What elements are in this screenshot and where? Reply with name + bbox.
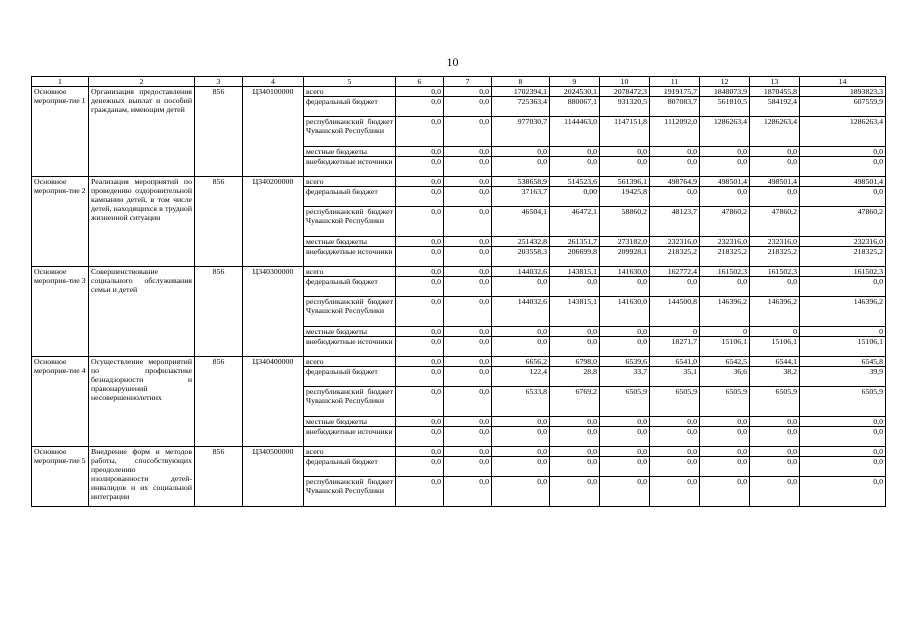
value-cell: 0 xyxy=(750,327,800,337)
value-cell: 143815,1 xyxy=(550,267,600,277)
value-cell: 0,0 xyxy=(444,247,492,267)
value-cell: 0,0 xyxy=(396,97,444,117)
ministry-code: 856 xyxy=(195,177,243,267)
value-cell: 1286263,4 xyxy=(750,117,800,147)
value-cell: 0,0 xyxy=(600,477,650,507)
value-cell: 0,0 xyxy=(396,147,444,157)
value-cell: 0,0 xyxy=(396,277,444,297)
value-cell: 0,0 xyxy=(550,457,600,477)
value-cell: 807083,7 xyxy=(650,97,700,117)
activity-description: Совершенствование социального обслуживания семьи и детей xyxy=(89,267,195,357)
value-cell: 6769,2 xyxy=(550,387,600,417)
value-cell: 6544,1 xyxy=(750,357,800,367)
column-header: 12 xyxy=(700,77,750,87)
value-cell: 0,0 xyxy=(444,87,492,97)
value-cell: 0,0 xyxy=(550,337,600,357)
value-cell: 273182,0 xyxy=(600,237,650,247)
value-cell: 0,0 xyxy=(492,457,550,477)
value-cell: 498764,9 xyxy=(650,177,700,187)
value-cell: 0,0 xyxy=(600,327,650,337)
budget-code: Ц340400000 xyxy=(243,357,304,447)
ministry-code: 856 xyxy=(195,87,243,177)
value-cell: 0,0 xyxy=(750,447,800,457)
value-cell: 37163,7 xyxy=(492,187,550,207)
value-cell: 584192,4 xyxy=(750,97,800,117)
table-row xyxy=(32,177,886,187)
value-cell: 514523,6 xyxy=(550,177,600,187)
funding-source: всего xyxy=(304,447,396,457)
value-cell: 0,0 xyxy=(600,417,650,427)
funding-source: местные бюджеты xyxy=(304,147,396,157)
value-cell: 0,0 xyxy=(396,237,444,247)
value-cell: 0 xyxy=(700,327,750,337)
activity-name: Основное мероприя-тие 4 xyxy=(32,357,89,447)
value-cell: 144032,6 xyxy=(492,267,550,277)
activity-name: Основное мероприя-тие 5 xyxy=(32,447,89,507)
value-cell: 0,0 xyxy=(700,427,750,447)
table-body xyxy=(32,77,886,507)
value-cell: 141630,0 xyxy=(600,267,650,277)
value-cell: 0,0 xyxy=(800,417,886,427)
value-cell: 209928,1 xyxy=(600,247,650,267)
value-cell: 218325,2 xyxy=(800,247,886,267)
activity-description: Организация предоставления денежных выплат и пособий гражданам, имеющим детей xyxy=(89,87,195,177)
funding-source: республиканский бюджет Чувашской Республики xyxy=(304,387,396,417)
value-cell: 218325,2 xyxy=(650,247,700,267)
value-cell: 0,0 xyxy=(396,117,444,147)
value-cell: 0,0 xyxy=(396,447,444,457)
value-cell: 0,0 xyxy=(444,117,492,147)
value-cell: 0,0 xyxy=(396,417,444,427)
value-cell: 0,0 xyxy=(444,237,492,247)
value-cell: 146396,2 xyxy=(700,297,750,327)
value-cell: 46504,1 xyxy=(492,207,550,237)
value-cell: 0,0 xyxy=(550,477,600,507)
value-cell: 0,0 xyxy=(650,427,700,447)
column-header: 3 xyxy=(195,77,243,87)
value-cell: 498501,4 xyxy=(750,177,800,187)
ministry-code: 856 xyxy=(195,357,243,447)
value-cell: 6533,8 xyxy=(492,387,550,417)
value-cell: 607559,9 xyxy=(800,97,886,117)
value-cell: 0,0 xyxy=(550,327,600,337)
value-cell: 218325,2 xyxy=(750,247,800,267)
value-cell: 561810,5 xyxy=(700,97,750,117)
value-cell: 0,0 xyxy=(396,187,444,207)
funding-source: всего xyxy=(304,87,396,97)
value-cell: 0,0 xyxy=(750,477,800,507)
column-header: 11 xyxy=(650,77,700,87)
value-cell: 0,0 xyxy=(396,457,444,477)
value-cell: 0,0 xyxy=(396,207,444,237)
value-cell: 15106,1 xyxy=(800,337,886,357)
column-header: 7 xyxy=(444,77,492,87)
value-cell: 0,0 xyxy=(700,147,750,157)
funding-source: федеральный бюджет xyxy=(304,187,396,207)
value-cell: 0,0 xyxy=(750,157,800,177)
value-cell: 725363,4 xyxy=(492,97,550,117)
value-cell: 141630,0 xyxy=(600,297,650,327)
activity-description: Реализация мероприятий по проведению оздоровительной кампании детей, в том числе детей, находящихся в трудной жизненной ситуации xyxy=(89,177,195,267)
value-cell: 206699,8 xyxy=(550,247,600,267)
funding-source: внебюджетные источники xyxy=(304,247,396,267)
value-cell: 0,0 xyxy=(492,157,550,177)
value-cell: 28,8 xyxy=(550,367,600,387)
value-cell: 0,0 xyxy=(700,277,750,297)
value-cell: 0,0 xyxy=(700,157,750,177)
value-cell: 2078472,3 xyxy=(600,87,650,97)
value-cell: 0,0 xyxy=(444,157,492,177)
value-cell: 0,0 xyxy=(750,187,800,207)
value-cell: 0,0 xyxy=(492,337,550,357)
funding-source: внебюджетные источники xyxy=(304,157,396,177)
budget-table xyxy=(31,76,886,507)
value-cell: 0,0 xyxy=(444,357,492,367)
value-cell: 6505,9 xyxy=(650,387,700,417)
value-cell: 0,0 xyxy=(444,427,492,447)
value-cell: 1286263,4 xyxy=(700,117,750,147)
value-cell: 143815,1 xyxy=(550,297,600,327)
column-header: 8 xyxy=(492,77,550,87)
value-cell: 0,0 xyxy=(444,267,492,277)
value-cell: 38,2 xyxy=(750,367,800,387)
value-cell: 0,0 xyxy=(444,327,492,337)
value-cell: 36,6 xyxy=(700,367,750,387)
column-header: 1 xyxy=(32,77,89,87)
funding-source: республиканский бюджет Чувашской Республики xyxy=(304,477,396,507)
value-cell: 0,0 xyxy=(444,97,492,117)
value-cell: 0,0 xyxy=(650,187,700,207)
value-cell: 33,7 xyxy=(600,367,650,387)
value-cell: 251432,8 xyxy=(492,237,550,247)
value-cell: 6798,0 xyxy=(550,357,600,367)
funding-source: республиканский бюджет Чувашской Республики xyxy=(304,117,396,147)
value-cell: 58860,2 xyxy=(600,207,650,237)
value-cell: 6505,9 xyxy=(750,387,800,417)
value-cell: 0,0 xyxy=(650,457,700,477)
value-cell: 0,0 xyxy=(800,477,886,507)
value-cell: 162772,4 xyxy=(650,267,700,277)
ministry-code: 856 xyxy=(195,447,243,507)
value-cell: 18271,7 xyxy=(650,337,700,357)
budget-code: Ц340200000 xyxy=(243,177,304,267)
value-cell: 0,0 xyxy=(444,297,492,327)
value-cell: 261351,7 xyxy=(550,237,600,247)
value-cell: 0,0 xyxy=(550,417,600,427)
funding-source: федеральный бюджет xyxy=(304,457,396,477)
value-cell: 47860,2 xyxy=(700,207,750,237)
value-cell: 0,0 xyxy=(492,277,550,297)
value-cell: 19425,8 xyxy=(600,187,650,207)
value-cell: 0,0 xyxy=(444,207,492,237)
value-cell: 0,0 xyxy=(396,357,444,367)
value-cell: 498501,4 xyxy=(700,177,750,187)
ministry-code: 856 xyxy=(195,267,243,357)
activity-name: Основное мероприя-тие 2 xyxy=(32,177,89,267)
value-cell: 46472,1 xyxy=(550,207,600,237)
value-cell: 0,0 xyxy=(600,457,650,477)
value-cell: 0,0 xyxy=(800,457,886,477)
value-cell: 0,0 xyxy=(800,427,886,447)
value-cell: 0,0 xyxy=(444,417,492,427)
value-cell: 0,0 xyxy=(550,277,600,297)
value-cell: 0,0 xyxy=(650,157,700,177)
value-cell: 0,0 xyxy=(700,457,750,477)
value-cell: 0,0 xyxy=(650,277,700,297)
funding-source: внебюджетные источники xyxy=(304,337,396,357)
funding-source: внебюджетные источники xyxy=(304,427,396,447)
value-cell: 1286263,4 xyxy=(800,117,886,147)
column-header: 14 xyxy=(800,77,886,87)
value-cell: 1702394,1 xyxy=(492,87,550,97)
value-cell: 0,0 xyxy=(550,447,600,457)
budget-code: Ц340300000 xyxy=(243,267,304,357)
budget-code: Ц340100000 xyxy=(243,87,304,177)
funding-source: местные бюджеты xyxy=(304,417,396,427)
value-cell: 0,0 xyxy=(396,297,444,327)
value-cell: 0,0 xyxy=(750,147,800,157)
budget-code: Ц340500000 xyxy=(243,447,304,507)
column-header: 6 xyxy=(396,77,444,87)
value-cell: 0,0 xyxy=(600,147,650,157)
value-cell: 880067,1 xyxy=(550,97,600,117)
value-cell: 1870455,8 xyxy=(750,87,800,97)
value-cell: 0,00 xyxy=(550,187,600,207)
value-cell: 0,0 xyxy=(444,457,492,477)
value-cell: 977030,7 xyxy=(492,117,550,147)
value-cell: 15106,1 xyxy=(750,337,800,357)
value-cell: 0,0 xyxy=(550,157,600,177)
value-cell: 6505,9 xyxy=(800,387,886,417)
value-cell: 161502,3 xyxy=(750,267,800,277)
table-row xyxy=(32,357,886,367)
value-cell: 232316,0 xyxy=(700,237,750,247)
value-cell: 232316,0 xyxy=(800,237,886,247)
value-cell: 538658,9 xyxy=(492,177,550,187)
value-cell: 0,0 xyxy=(444,447,492,457)
value-cell: 0,0 xyxy=(650,447,700,457)
value-cell: 0 xyxy=(800,327,886,337)
value-cell: 0,0 xyxy=(396,267,444,277)
value-cell: 0,0 xyxy=(492,327,550,337)
value-cell: 144500,8 xyxy=(650,297,700,327)
table-row xyxy=(32,87,886,97)
funding-source: республиканский бюджет Чувашской Республики xyxy=(304,297,396,327)
page-number: 10 xyxy=(446,55,459,69)
value-cell: 0,0 xyxy=(750,457,800,477)
value-cell: 0,0 xyxy=(396,247,444,267)
value-cell: 146396,2 xyxy=(750,297,800,327)
funding-source: федеральный бюджет xyxy=(304,367,396,387)
column-header: 9 xyxy=(550,77,600,87)
column-header: 10 xyxy=(600,77,650,87)
value-cell: 0,0 xyxy=(396,477,444,507)
value-cell: 6505,9 xyxy=(700,387,750,417)
value-cell: 0,0 xyxy=(492,427,550,447)
value-cell: 161502,3 xyxy=(700,267,750,277)
value-cell: 0,0 xyxy=(800,187,886,207)
value-cell: 0,0 xyxy=(700,447,750,457)
value-cell: 6542,5 xyxy=(700,357,750,367)
value-cell: 0,0 xyxy=(444,387,492,417)
value-cell: 498501,4 xyxy=(800,177,886,187)
value-cell: 0,0 xyxy=(444,187,492,207)
value-cell: 203558,3 xyxy=(492,247,550,267)
activity-name: Основное мероприя-тие 3 xyxy=(32,267,89,357)
activity-name: Основное мероприя-тие 1 xyxy=(32,87,89,177)
value-cell: 2024530,1 xyxy=(550,87,600,97)
value-cell: 0,0 xyxy=(396,367,444,387)
column-header: 4 xyxy=(243,77,304,87)
funding-source: федеральный бюджет xyxy=(304,277,396,297)
column-header: 2 xyxy=(89,77,195,87)
value-cell: 6541,0 xyxy=(650,357,700,367)
value-cell: 0,0 xyxy=(492,477,550,507)
value-cell: 0,0 xyxy=(600,447,650,457)
value-cell: 0,0 xyxy=(396,87,444,97)
value-cell: 0,0 xyxy=(600,337,650,357)
column-header: 13 xyxy=(750,77,800,87)
value-cell: 0,0 xyxy=(396,177,444,187)
funding-source: местные бюджеты xyxy=(304,327,396,337)
funding-source: всего xyxy=(304,357,396,367)
value-cell: 0,0 xyxy=(600,277,650,297)
value-cell: 0,0 xyxy=(396,327,444,337)
funding-source: республиканский бюджет Чувашской Республики xyxy=(304,207,396,237)
value-cell: 0,0 xyxy=(800,277,886,297)
value-cell: 0,0 xyxy=(444,337,492,357)
value-cell: 161502,3 xyxy=(800,267,886,277)
value-cell: 0,0 xyxy=(600,157,650,177)
value-cell: 0,0 xyxy=(800,157,886,177)
activity-description: Внедрение форм и методов работы, способствующих преодолению изолированности детей-инвалидов и их социальной интеграции xyxy=(89,447,195,507)
value-cell: 232316,0 xyxy=(750,237,800,247)
value-cell: 47860,2 xyxy=(750,207,800,237)
value-cell: 561396,1 xyxy=(600,177,650,187)
value-cell: 1893823,3 xyxy=(800,87,886,97)
value-cell: 0,0 xyxy=(444,367,492,387)
value-cell: 39,9 xyxy=(800,367,886,387)
value-cell: 144032,6 xyxy=(492,297,550,327)
value-cell: 0,0 xyxy=(396,427,444,447)
value-cell: 1848073,9 xyxy=(700,87,750,97)
value-cell: 0,0 xyxy=(800,147,886,157)
column-header: 5 xyxy=(304,77,396,87)
value-cell: 146396,2 xyxy=(800,297,886,327)
value-cell: 0,0 xyxy=(750,417,800,427)
value-cell: 0,0 xyxy=(396,157,444,177)
value-cell: 122,4 xyxy=(492,367,550,387)
value-cell: 218325,2 xyxy=(700,247,750,267)
value-cell: 1144463,0 xyxy=(550,117,600,147)
activity-description: Осуществление мероприятий по профилактике безнадзорности и правонарушений несовершеннолетних xyxy=(89,357,195,447)
value-cell: 0,0 xyxy=(444,477,492,507)
value-cell: 0,0 xyxy=(550,147,600,157)
table-row xyxy=(32,447,886,457)
value-cell: 0,0 xyxy=(444,177,492,187)
value-cell: 0,0 xyxy=(600,427,650,447)
value-cell: 0,0 xyxy=(700,417,750,427)
value-cell: 15106,1 xyxy=(700,337,750,357)
value-cell: 48123,7 xyxy=(650,207,700,237)
value-cell: 6656,2 xyxy=(492,357,550,367)
value-cell: 1919175,7 xyxy=(650,87,700,97)
funding-source: федеральный бюджет xyxy=(304,97,396,117)
value-cell: 0,0 xyxy=(650,417,700,427)
value-cell: 0,0 xyxy=(800,447,886,457)
value-cell: 0,0 xyxy=(700,477,750,507)
value-cell: 0,0 xyxy=(396,337,444,357)
value-cell: 47860,2 xyxy=(800,207,886,237)
table-row xyxy=(32,267,886,277)
funding-source: всего xyxy=(304,267,396,277)
value-cell: 0,0 xyxy=(700,187,750,207)
value-cell: 0,0 xyxy=(650,147,700,157)
value-cell: 0,0 xyxy=(444,147,492,157)
value-cell: 0,0 xyxy=(492,147,550,157)
value-cell: 0 xyxy=(650,327,700,337)
value-cell: 232316,0 xyxy=(650,237,700,247)
value-cell: 0,0 xyxy=(650,477,700,507)
value-cell: 1147151,8 xyxy=(600,117,650,147)
value-cell: 0,0 xyxy=(750,277,800,297)
value-cell: 6505,9 xyxy=(600,387,650,417)
funding-source: местные бюджеты xyxy=(304,237,396,247)
value-cell: 6545,8 xyxy=(800,357,886,367)
funding-source: всего xyxy=(304,177,396,187)
header-row xyxy=(32,77,886,87)
value-cell: 0,0 xyxy=(396,387,444,417)
value-cell: 0,0 xyxy=(492,417,550,427)
value-cell: 1112092,0 xyxy=(650,117,700,147)
value-cell: 6539,6 xyxy=(600,357,650,367)
value-cell: 0,0 xyxy=(750,427,800,447)
value-cell: 0,0 xyxy=(492,447,550,457)
value-cell: 931320,5 xyxy=(600,97,650,117)
value-cell: 0,0 xyxy=(444,277,492,297)
value-cell: 0,0 xyxy=(550,427,600,447)
value-cell: 35,1 xyxy=(650,367,700,387)
